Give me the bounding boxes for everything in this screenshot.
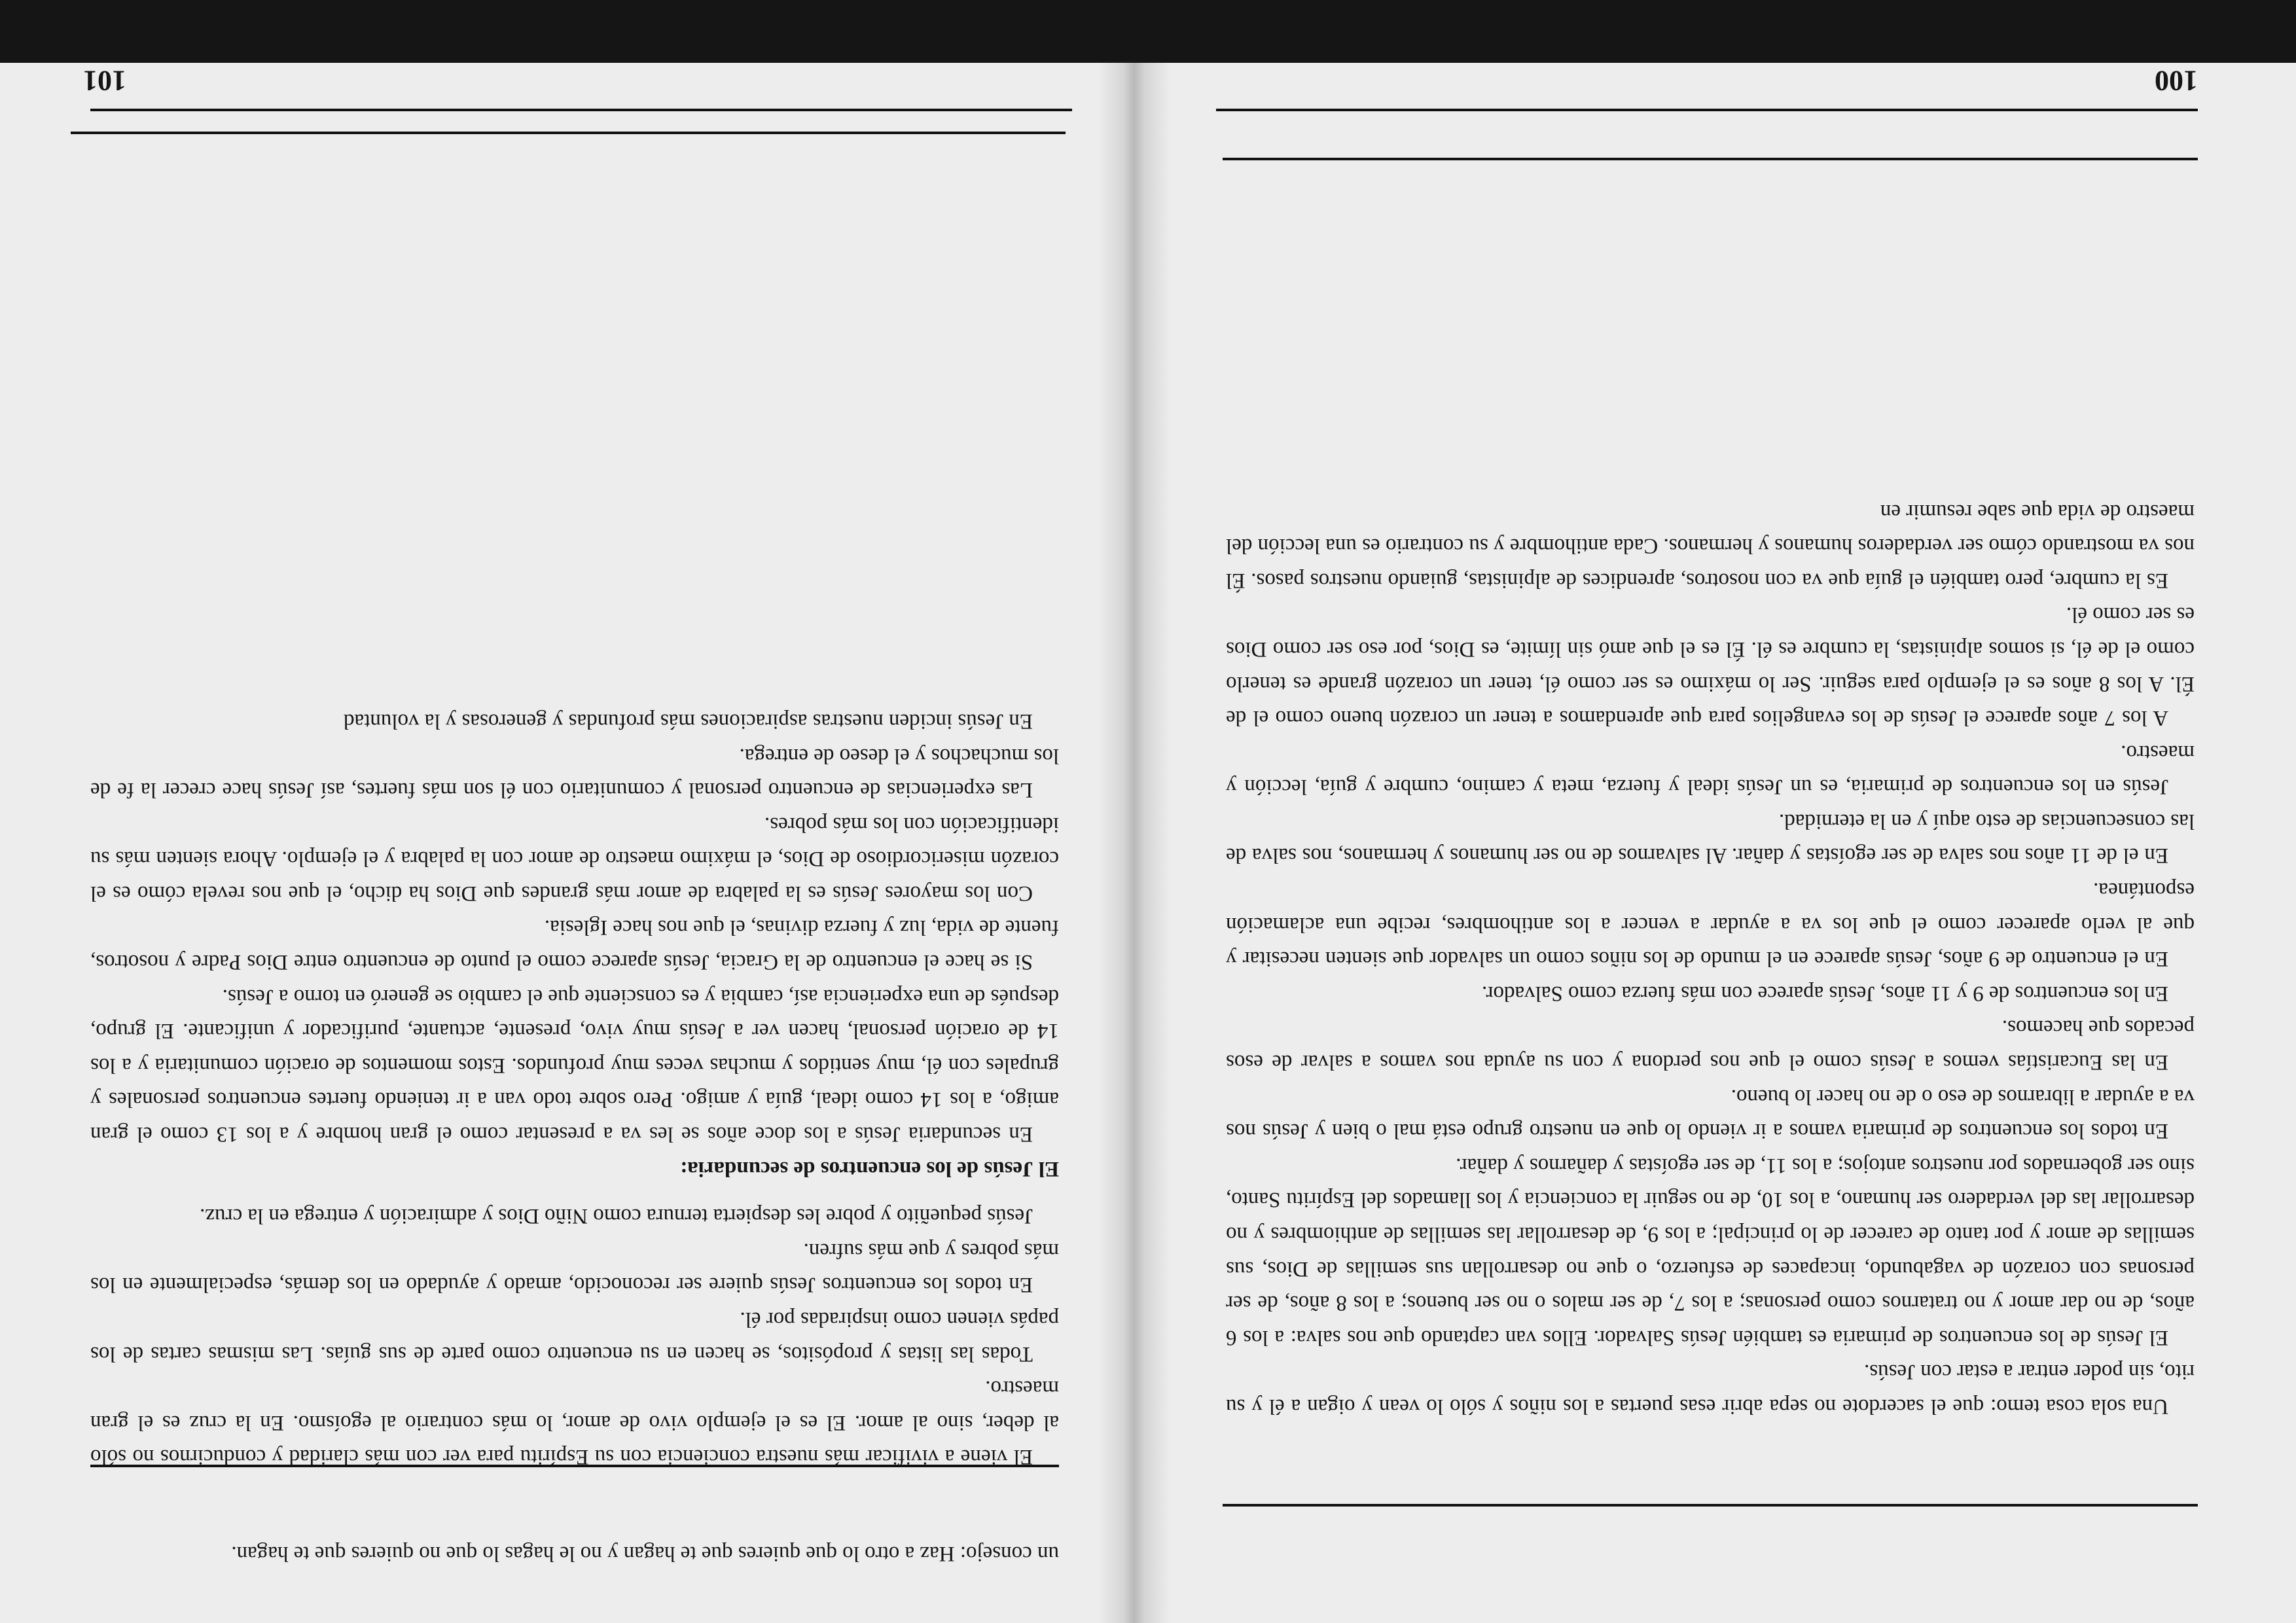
section-heading: El Jesús de los encuentros de secundaria: xyxy=(680,1156,1059,1181)
paragraph: El viene a vivificar más nuestra conciencia con su Espíritu para ver con más claridad y conducirnos no sólo al deber, sino al amor. El es el ejemplo vivo de amor, lo más contrario al egoísmo. En la cruz es el gran maestro. xyxy=(90,1376,1059,1469)
page-101-body xyxy=(90,704,1059,1571)
paragraph: En secundaria Jesús a los doce años se les va a presentar como el gran hombre y a los 13 como el gran amigo, a los 14 como ideal, guía y amigo. Pero sobre todo van a ir teniendo fuertes encuentros personales y grupales con él, muy sentidos y muchas veces muy profundos. Estos momentos de oración comunitaria y a los 14 de oración personal, hacen ver a Jesús muy vivo, presente, actuante, purificador y unificante. El grupo, después de una experiencia así, cambia y es consciente que el cambio se generó en torno a Jesús. xyxy=(90,984,1059,1147)
footer-rule xyxy=(1216,109,2198,111)
paragraph: Es la cumbre, pero también el guía que va con nosotros, aprendices de alpinistas, guiando nuestros pasos. Él nos va mostrando cómo ser verdaderos humanos y hermanos. Cada antihombre y su contrario es una lección del maestro de vida que sabe resumir en xyxy=(1226,499,2195,592)
paragraph: Si se hace el encuentro de la Gracia, Jesús aparece como el punto de encuentro entre Dios Padre y nosotros, fuente de vida, luz y fuerza divinas, el que nos hace Iglesia. xyxy=(90,916,1059,974)
page-number: 100 xyxy=(2155,65,2198,97)
page-number: 101 xyxy=(83,65,126,97)
header-rule xyxy=(1223,158,2198,160)
page-100 xyxy=(1138,63,2296,1623)
paragraph: Una sola cosa temo: que el sacerdote no sepa abrir esas puertas a los niños y sólo lo vean y oigan a él y su rito, sin poder entrar a estar con Jesús. xyxy=(1226,1360,2195,1418)
paragraph: Con los mayores Jesús es la palabra de amor más grandes que Dios ha dicho, el que nos revela cómo es el corazón misericordioso de Dios, el máximo maestro de amor con la palabra y el ejemplo. Ahora sienten más su identificación con los más pobres. xyxy=(90,812,1059,905)
page-101 xyxy=(0,63,1138,1623)
top-rule xyxy=(1223,1504,2198,1507)
paragraph: Jesús pequeñito y pobre les despierta ternura como Niño Dios y admiración y entrega en la cruz. xyxy=(200,1204,1033,1228)
header-rule xyxy=(71,132,1066,134)
paragraph: En todos los encuentros Jesús quiere ser reconocido, amado y ayudado en los demás, especialmente en los más pobres y que más sufren. xyxy=(90,1238,1059,1297)
paragraph: En el encuentro de 9 años, Jesús aparece en el mundo de los niños como un salvador que sienten necesitar y que al verlo aparecer como el que los va a ayudar a vencer a los antihombres, recibe una aclamación espontánea. xyxy=(1226,878,2195,971)
paragraph: un consejo: Haz a otro lo que quieres que te hagan y no le hagas lo que no quieres que te hagan. xyxy=(231,1542,1059,1565)
paragraph: En Jesús inciden nuestras aspiraciones más profundas y generosas y la voluntad xyxy=(344,709,1033,733)
paragraph: En todos los encuentros de primaria vamos a ir viendo lo que en nuestro grupo está mal o bien y Jesús nos va a ayudar a librarnos de eso o de no hacer lo bueno. xyxy=(1226,1084,2195,1143)
paragraph: En el de 11 años nos salva de ser egoístas y dañar. Al salvarnos de no ser humanos y hermanos, nos salva de las consecuencias de esto aquí y en la eternidad. xyxy=(1226,809,2195,868)
paragraph: Las experiencias de encuentro personal y comunitario con él son más fuertes, así Jesús hace crecer la fe de los muchachos y el deseo de entrega. xyxy=(90,743,1059,802)
paragraph: Todas las listas y propósitos, se hacen en su encuentro como parte de sus guías. Las mismas cartas de los papás vienen como inspiradas por él. xyxy=(90,1308,1059,1366)
page-100-body xyxy=(1226,494,2195,1423)
paragraph: A los 7 años aparece el Jesús de los evangelios para que aprendamos a tener un corazón bueno como el de Él. A los 8 años es el ejemplo para seguir. Ser lo máximo es ser como él, tener un corazón grande es tenerlo como el de él, si somos alpinistas, la cumbre es él. Él es el que amó sin límite, es Dios, por eso ser como Dios es ser como él. xyxy=(1226,603,2195,730)
paragraph: Jesús en los encuentros de primaria, es un Jesús ideal y fuerza, meta y camino, cumbre y guía, lección y maestro. xyxy=(1226,740,2195,799)
paragraph: En los encuentros de 9 y 11 años, Jesús aparece con más fuerza como Salvador. xyxy=(1482,981,2168,1005)
paragraph: En las Eucaristías vemos a Jesús como el que nos perdona y con su ayuda nos vamos a salvar de esos pecados que hacemos. xyxy=(1226,1016,2195,1075)
paragraph: El Jesús de los encuentros de primaria es también Jesús Salvador. Ellos van captando que nos salva: a los 6 años, de no dar amor y no tratarnos como personas; a los 7, de ser malos o no ser buenos; a los 8 años, de ser personas con corazón de vagabundo, incapaces de esfuerzo, o que no desarrollan sus semillas de Dios, sus semillas de amor y por tanto de carecer de lo principal; a los 9, de desarrollar las semillas de anthiombres y no desarrollar las del verdadero ser humano, a los 10, de no seguir la conciencia y los llamados del Espíritu Santo, sino ser gobernados por nuestros antojos; a los 11, de ser egoístas y dañarnos y dañar. xyxy=(1226,1153,2195,1349)
footer-rule xyxy=(90,109,1072,111)
